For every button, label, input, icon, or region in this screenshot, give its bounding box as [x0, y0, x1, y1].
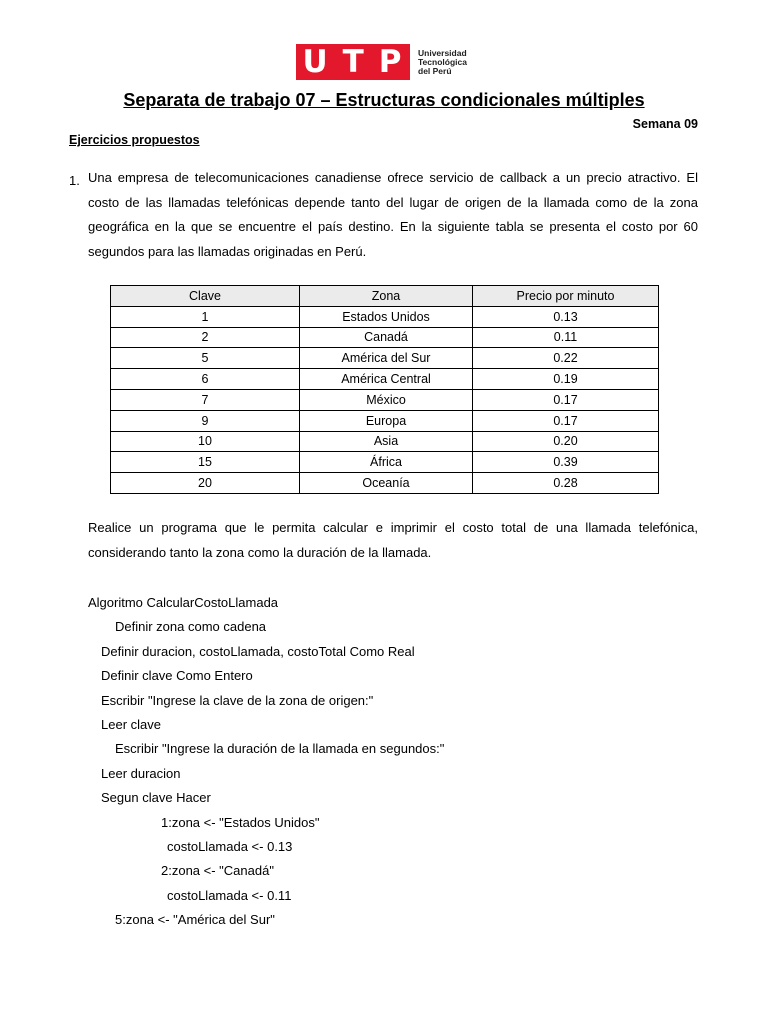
cell-precio: 0.28 — [473, 473, 659, 494]
exercise-number: 1. — [69, 173, 80, 188]
instruction-text: Realice un programa que le permita calcular e imprimir el costo total de una llamada telefónica, considerando tanto la zona como la duración de la llamada. — [88, 520, 698, 560]
table-row — [111, 389, 659, 410]
table-row — [111, 452, 659, 473]
table-header-row — [111, 286, 659, 307]
column-header: Precio por minuto — [473, 286, 659, 307]
exercise-text: Una empresa de telecomunicaciones canadiense ofrece servicio de callback a un precio atractivo. El costo de las llamadas telefónicas depende tanto del lugar de origen de la llamada como de la zona geográfica en la que se encuentre el país destino. En la siguiente tabla se presenta el costo por 60 segundos para las llamadas originadas en Perú. — [88, 170, 698, 259]
code-line: Definir zona como cadena — [115, 619, 267, 635]
utp-logo-mark — [296, 44, 410, 80]
week-label: Semana 09 — [632, 117, 698, 131]
cell-zona: Asia — [300, 431, 473, 452]
logo-text-line: del Perú — [418, 65, 452, 76]
code-line: 2:zona <- "Canadá" — [161, 863, 274, 879]
code-line: 5:zona <- "América del Sur" — [115, 912, 275, 928]
price-table — [110, 285, 659, 494]
logo-text-line: Tecnológica — [418, 56, 467, 67]
logo-letter-p: P — [378, 44, 404, 80]
logo-letter-t: T — [342, 44, 366, 80]
table-row — [111, 306, 659, 327]
logo-letter-u: U — [302, 44, 330, 80]
cell-clave: 9 — [111, 410, 300, 431]
cell-precio: 0.20 — [473, 431, 659, 452]
code-line: 1:zona <- "Estados Unidos" — [161, 814, 320, 830]
cell-zona: Canadá — [300, 327, 473, 348]
cell-clave: 1 — [111, 306, 300, 327]
code-line: Escribir "Ingrese la clave de la zona de origen:" — [101, 692, 374, 708]
cell-zona: África — [300, 452, 473, 473]
cell-zona: América del Sur — [300, 348, 473, 369]
cell-precio: 0.13 — [473, 306, 659, 327]
cell-zona: Europa — [300, 410, 473, 431]
cell-clave: 2 — [111, 327, 300, 348]
cell-clave: 10 — [111, 431, 300, 452]
code-line: Algoritmo CalcularCostoLlamada — [88, 595, 279, 610]
code-line: costoLlamada <- 0.11 — [167, 887, 292, 903]
utp-logo — [296, 44, 467, 80]
cell-precio: 0.22 — [473, 348, 659, 369]
logo-text-line: Universidad — [418, 47, 467, 58]
code-line: Escribir "Ingrese la duración de la llamada en segundos:" — [115, 741, 445, 757]
code-line: Definir clave Como Entero — [101, 668, 253, 684]
code-line: Definir duracion, costoLlamada, costoTotal Como Real — [101, 643, 415, 659]
code-line: costoLlamada <- 0.13 — [167, 838, 293, 854]
code-line: Leer duracion — [101, 765, 181, 781]
cell-clave: 7 — [111, 389, 300, 410]
cell-precio: 0.39 — [473, 452, 659, 473]
code-line: Segun clave Hacer — [101, 790, 211, 806]
cell-zona: Estados Unidos — [300, 306, 473, 327]
cell-zona: América Central — [300, 369, 473, 390]
code-line: Leer clave — [101, 716, 161, 732]
document-title: Separata de trabajo 07 – Estructuras condicionales múltiples — [123, 90, 645, 110]
cell-clave: 15 — [111, 452, 300, 473]
table-row — [111, 410, 659, 431]
university-name — [418, 49, 467, 76]
table-row — [111, 327, 659, 348]
pseudocode-block — [0, 591, 768, 932]
cell-clave: 20 — [111, 473, 300, 494]
cell-zona: Oceanía — [300, 473, 473, 494]
cell-clave: 6 — [111, 369, 300, 390]
cell-precio: 0.11 — [473, 327, 659, 348]
table-row — [111, 473, 659, 494]
cell-clave: 5 — [111, 348, 300, 369]
table-row — [111, 348, 659, 369]
cell-precio: 0.17 — [473, 389, 659, 410]
column-header: Zona — [300, 286, 473, 307]
cell-zona: México — [300, 389, 473, 410]
table-row — [111, 431, 659, 452]
cell-precio: 0.17 — [473, 410, 659, 431]
table-row — [111, 369, 659, 390]
column-header: Clave — [111, 286, 300, 307]
cell-precio: 0.19 — [473, 369, 659, 390]
section-heading: Ejercicios propuestos — [69, 133, 200, 147]
